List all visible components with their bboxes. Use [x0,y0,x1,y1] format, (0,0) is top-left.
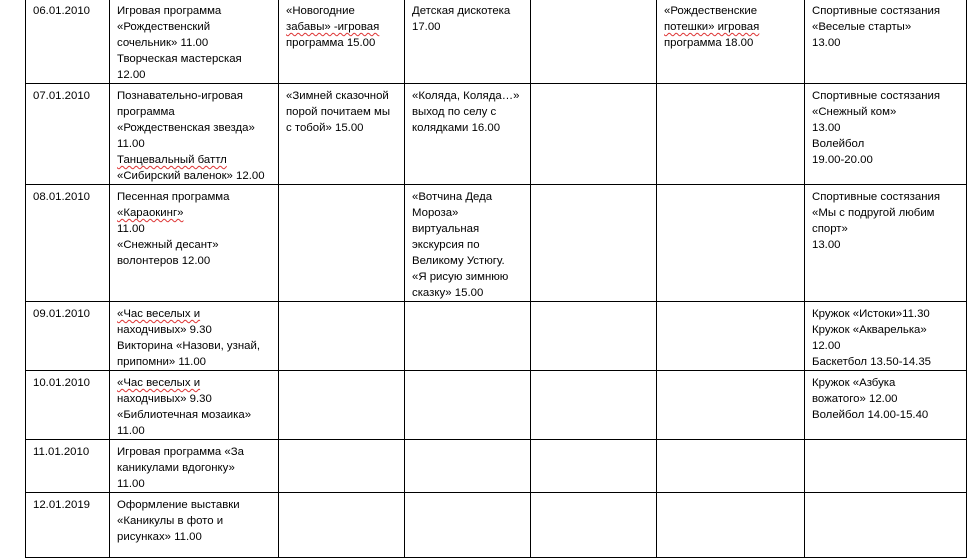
event-line: Викторина «Назови, узнай, [117,340,260,352]
event-cell [657,0,805,84]
date-cell [26,84,110,185]
date-text: 12.01.2019 [33,499,91,511]
event-cell [805,493,967,558]
event-cell [405,493,531,558]
event-line: «Час веселых и [117,377,201,389]
event-line: «Рождественские [664,5,758,17]
date-cell [26,0,110,84]
event-cell [805,0,967,84]
event-line: находчивых» 9.30 [117,324,212,336]
event-cell [531,84,657,185]
event-cell [110,185,279,302]
event-line: 11.00 [117,223,145,235]
event-line: «Сибирский валенок» 12.00 [117,170,265,182]
table-row [26,440,967,493]
event-line: Песенная программа [117,191,230,203]
event-line: «Рождественский [117,21,211,33]
event-line: потешки» игровая [664,21,760,33]
event-cell [657,84,805,185]
event-cell [279,493,405,558]
event-cell [405,302,531,371]
event-line: Танцевальный баттл [117,154,227,166]
event-line: Великому Устюгу. [412,255,505,267]
event-line: спорт» [812,223,848,235]
event-line: «Мы с подругой любим [812,207,935,219]
event-line: «Веселые старты» [812,21,912,33]
event-line: «Караокинг» [117,207,184,219]
event-cell [657,493,805,558]
event-line: Волейбол [812,138,865,150]
event-line: «Час веселых и [117,308,201,320]
event-cell [531,0,657,84]
event-line: сказку» 15.00 [412,287,484,299]
event-cell [110,302,279,371]
table-row [26,302,967,371]
event-line: Познавательно-игровая [117,90,243,102]
event-cell [531,185,657,302]
event-cell [110,0,279,84]
event-cell [405,0,531,84]
event-line: Баскетбол 13.50-14.35 [812,356,932,368]
event-cell [279,371,405,440]
event-line: «Снежный десант» [117,239,219,251]
event-line: Творческая мастерская [117,53,242,65]
event-line: Игровая программа [117,5,222,17]
event-line: Волейбол 14.00-15.40 [812,409,929,421]
event-line: «Снежный ком» [812,106,897,118]
table-row [26,371,967,440]
date-cell [26,185,110,302]
event-cell [279,84,405,185]
event-line: 12.00 [117,69,146,81]
date-text: 09.01.2010 [33,308,91,320]
event-cell [405,371,531,440]
schedule-table [25,0,967,558]
event-line: 11.00 [117,478,145,490]
event-cell [279,302,405,371]
event-cell [279,440,405,493]
event-line: порой почитаем мы [286,106,391,118]
event-line: Мороза» [412,207,459,219]
event-cell [110,84,279,185]
event-cell [531,440,657,493]
table-row [26,185,967,302]
event-line: забавы» -игровая [286,21,380,33]
event-cell [805,371,967,440]
event-line: находчивых» 9.30 [117,393,212,405]
event-line: экскурсия по [412,239,480,251]
event-line: сочельник» 11.00 [117,37,209,49]
event-line: «Библиотечная мозаика» [117,409,252,421]
event-cell [110,371,279,440]
event-line: 17.00 [412,21,441,33]
date-cell [26,371,110,440]
event-line: рисунках» 11.00 [117,531,202,543]
event-cell [405,185,531,302]
event-cell [531,371,657,440]
date-text: 08.01.2010 [33,191,91,203]
event-line: программа 18.00 [664,37,754,49]
date-cell [26,493,110,558]
table-row [26,0,967,84]
event-cell [805,84,967,185]
event-line: припомни» 11.00 [117,356,207,368]
event-line: виртуальная [412,223,480,235]
event-line: Оформление выставки [117,499,240,511]
event-line: Спортивные состязания [812,90,941,102]
event-line: «Коляда, Коляда…» [412,90,520,102]
event-line: «Новогодние [286,5,355,17]
event-cell [405,440,531,493]
event-line: волонтеров 12.00 [117,255,211,267]
date-cell [26,302,110,371]
event-line: 13.00 [812,239,841,251]
event-cell [110,440,279,493]
event-line: Детская дискотека [412,5,511,17]
event-line: Кружок «Истоки»11.30 [812,308,930,320]
event-line: «Рождественская звезда» [117,122,255,134]
event-line: вожатого» 12.00 [812,393,898,405]
event-cell [805,440,967,493]
event-cell [110,493,279,558]
event-line: программа [117,106,175,118]
event-line: Кружок «Азбука [812,377,896,389]
date-cell [26,440,110,493]
event-line: «Зимней сказочной [286,90,389,102]
table-row [26,493,967,558]
event-cell [657,371,805,440]
event-line: 12.00 [812,340,841,352]
date-text: 10.01.2010 [33,377,91,389]
event-line: «Каникулы в фото и [117,515,224,527]
event-cell [279,185,405,302]
event-line: каникулами вдогонку» [117,462,235,474]
event-cell [805,302,967,371]
date-text: 07.01.2010 [33,90,91,102]
event-line: Спортивные состязания [812,191,941,203]
event-line: 11.00 [117,425,145,437]
event-cell [657,185,805,302]
table-row [26,84,967,185]
event-cell [531,302,657,371]
event-line: 13.00 [812,122,841,134]
event-cell [657,440,805,493]
event-line: «Я рисую зимнюю [412,271,509,283]
event-line: Спортивные состязания [812,5,941,17]
event-cell [405,84,531,185]
event-line: колядками 16.00 [412,122,501,134]
event-line: программа 15.00 [286,37,376,49]
date-text: 11.01.2010 [33,446,90,458]
event-cell [805,185,967,302]
event-line: Кружок «Акварелька» [812,324,927,336]
event-line: «Вотчина Деда [412,191,493,203]
event-line: с тобой» 15.00 [286,122,364,134]
event-line: 13.00 [812,37,841,49]
event-cell [279,0,405,84]
event-line: выход по селу с [412,106,497,118]
event-line: Игровая программа «За [117,446,244,458]
event-cell [531,493,657,558]
event-line: 19.00-20.00 [812,154,873,166]
event-cell [657,302,805,371]
event-line: 11.00 [117,138,145,150]
date-text: 06.01.2010 [33,5,91,17]
